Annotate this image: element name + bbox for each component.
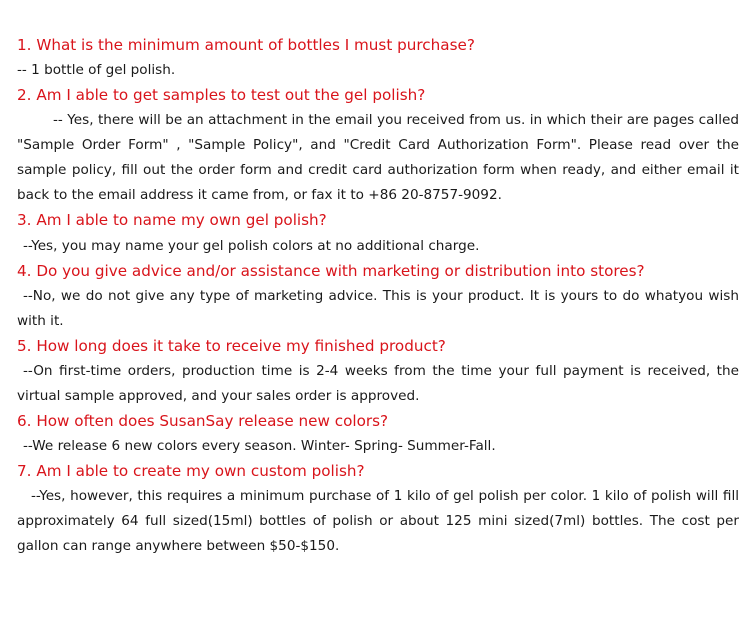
faq-answer-3: --Yes, you may name your gel polish colors at no additional charge. [23,237,480,254]
faq-answer-1: -- 1 bottle of gel polish. [17,62,176,79]
faq-question-7: 7. Am I able to create my own custom polish? [17,462,365,481]
faq-question-6: 6. How often does SusanSay release new colors? [17,412,389,431]
faq-answer-2: -- Yes, there will be an attachment in the email you received from us. in which their are pages called "Sample Order Form" , "Sample Policy", and "Credit Card Authorization Form". Please read over the sample policy, fill out the order form and credit card authorization form when ready, and either email it back to the email address it came from, or fax it to +86 20-8757-9092. [17,112,739,204]
faq-answer-5: --On first-time orders, production time is 2-4 weeks from the time your full payment is received, the virtual sample approved, and your sales order is approved. [17,363,739,405]
faq-question-1: 1. What is the minimum amount of bottles I must purchase? [17,36,475,54]
faq-question-5: 5. How long does it take to receive my finished product? [17,336,446,355]
faq-answer-7: --Yes, however, this requires a minimum purchase of 1 kilo of gel polish per color. 1 kilo of polish will fill approximately 64 full sized(15ml) bottles of polish or about 125 mini sized(7ml) bottles. The cost per gallon can range anywhere between $50-$150. [17,488,739,555]
faq-question-4: 4. Do you give advice and/or assistance with marketing or distribution into stores? [17,261,645,280]
faq-question-2: 2. Am I able to get samples to test out the gel polish? [17,86,426,105]
faq-answer-6: --We release 6 new colors every season. Winter- Spring- Summer-Fall. [23,438,496,455]
faq-question-3: 3. Am I able to name my own gel polish? [17,211,327,230]
faq-answer-4: --No, we do not give any type of marketing advice. This is your product. It is yours to do whatyou wish with it. [17,287,739,329]
faq-list [17,33,739,559]
